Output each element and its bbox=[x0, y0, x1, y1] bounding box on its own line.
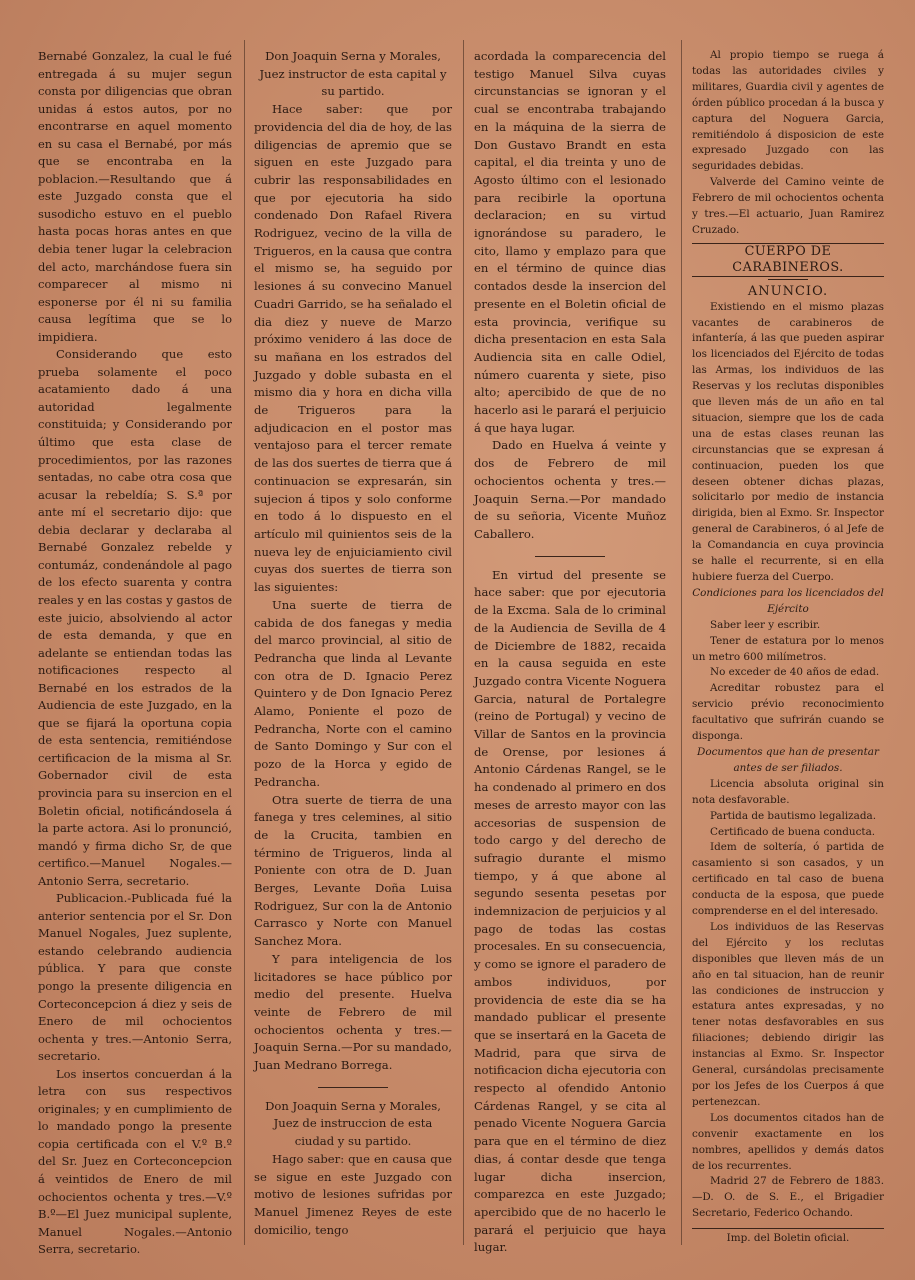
paragraph: acordada la comparecencia del testigo Manuel Silva cuyas circunstancias se ignoran y el cual se encontraba trabajando en la máquina de la sierra de Don Gustavo Brandt en esta capital, el dia treinta y uno de Agosto último con el lesionado para recibirle la oportuna declaracion; en su virtud ignorándose su paradero, le cito, llamo y emplazo para que en el término de quince dias contados desde la insercion del presente en el Boletin oficial de esta provincia, verifique su dicha presentacion en esta Sala Audiencia sita en calle Odiel, número cuarenta y siete, piso alto; apercibido de que de no hacerlo asi le parará el perjuicio á que haya lugar. bbox=[474, 49, 666, 435]
paragraph: Bernabé Gonzalez, la cual le fué entregada á su mujer segun consta por diligencias que obran unidas á estos autos, por no encontrarse en aquel momento en su casa el Bernabé, por más que se encontraba en la poblacion.—Resultando que á este Juzgado consta que el susodicho estuvo en el pueblo hasta pocas horas antes en que debia tener lugar la celebracion del acto, marchándose fuera sin comparecer al mismo ni esponerse por él ni su familia causa legítima que se lo impidiera. bbox=[38, 49, 232, 344]
paragraph: Madrid 27 de Febrero de 1883.—D. O. de S. E., el Brigadier Secretario, Federico Ochando. bbox=[692, 1175, 884, 1220]
paragraph: Y para inteligencia de los licitadores se hace público por medio del presente. Huelva veinte de Febrero de mil ochocientos ochenta y tres.—Joaquin Serna.—Por su mandado, Juan Medrano Borrega. bbox=[254, 951, 452, 1073]
column-rule bbox=[244, 40, 245, 1245]
separator bbox=[768, 279, 808, 280]
list-item: Tener de estatura por lo menos un metro 600 milímetros. bbox=[692, 634, 884, 663]
paragraph: Una suerte de tierra de cabida de dos fanegas y media del marco provincial, al sitio de Pedrancha que linda al Levante con otra de D. Ignacio Perez Quintero y de Don Ignacio Perez Alamo, Poniente el pozo de Pedrancha, Norte con el camino de Santo Domingo y Sur con el pozo de la Horca y egido de Pedrancha. bbox=[254, 597, 452, 789]
notice-heading: Don Joaquin Serna y Morales, Juez instructor de esta capital y su partido. bbox=[259, 49, 447, 99]
paragraph: Los insertos concuerdan á la letra con sus respectivos originales; y en cumplimiento de lo mandado pongo la presente copia certificada con el V.º B.º del Sr. Juez en Corteconcepcion á veintidos de Enero de mil ochocientos ochenta y tres.—V.º B.º—El Juez municipal suplente, Manuel Nogales.—Antonio Serra, secretario. bbox=[38, 1066, 232, 1257]
column-4 bbox=[692, 48, 884, 1247]
list-item: No exceder de 40 años de edad. bbox=[710, 666, 880, 679]
paragraph: Dado en Huelva á veinte y dos de Febrero de mil ochocientos ochenta y tres.—Joaquin Serna.—Por mandado de su señoria, Vicente Muñoz Caballero. bbox=[474, 438, 666, 541]
paragraph: Hace saber: que por providencia del dia de hoy, de las diligencias de apremio que se siguen en este Juzgado para cubrir las responsabilidades en que por ejecutoria ha sido condenado Don Rafael Rivera Rodriguez, vecino de la villa de Trigueros, en la causa que contra el mismo se, ha seguido por lesiones á su convecino Manuel Cuadri Garrido, se ha señalado el dia diez y nueve de Marzo próximo venidero á las doce de su mañana en los estrados del Juzgado y doble subasta en el mismo dia y hora en dicha villa de Trigueros para la adjudicacion en el postor mas ventajoso para el tercer remate de las dos suertes de tierra que á continuacion se expresarán, sin sujecion á tipos y solo conforme en todo á lo dispuesto en el artículo mil quinientos seis de la nueva ley de enjuiciamiento civil cuyas dos suertes de tierra son las siguientes: bbox=[254, 102, 452, 595]
paragraph: Considerando que esto prueba solamente el poco acatamiento dado á una autoridad legalmente constituida; y Considerando por último que esta clase de procedimientos, por las razones sentadas, no cabe otra cosa que acusar la rebeldía; S. S.ª por ante mí el secretario dijo: que debia declarar y declaraba al Bernabé Gonzalez rebelde y contumáz, condenándole al pago de los efecto suarenta y contra reales y en las costas y gastos de este juicio, absolviendo al actor de esta demanda, y que en adelante se entiendan todas las notificaciones respecto al Bernabé en los estrados de la Audiencia de este Juzgado, en la que se fijará la oportuna copia de esta sentencia, remitiéndose certificacion de la misma al Sr. Gobernador civil de esta provincia para su insercion en el Boletin oficial, notificándosela á la parte actora. Asi lo pronunció, mandó y firma dicho Sr, de que certifico.—Manuel Nogales.—Antonio Serra, secretario. bbox=[38, 347, 232, 888]
paragraph: Otra suerte de tierra de una fanega y tres celemines, al sitio de la Crucita, tambien en término de Trigueros, linda al Poniente con otra de D. Juan Berges, Levante Doña Luisa Rodriguez, Sur con la de Antonio Carrasco y Norte con Manuel Sanchez Mora. bbox=[254, 792, 452, 949]
column-2 bbox=[254, 48, 452, 1239]
column-1 bbox=[38, 48, 232, 1259]
separator bbox=[318, 1087, 388, 1088]
paragraph: Valverde del Camino veinte de Febrero de mil ochocientos ochenta y tres.—El actuario, Juan Ramirez Cruzado. bbox=[692, 176, 884, 236]
printer-footer: Imp. del Boletin oficial. bbox=[692, 1228, 884, 1247]
notice-heading: Don Joaquin Serna y Morales, Juez de instruccion de esta ciudad y su partido. bbox=[265, 1098, 441, 1149]
list-item: Acreditar robustez para el servicio prévio reconocimiento facultativo que sufrirán cuando se disponga. bbox=[692, 682, 884, 743]
list-item: Partida de bautismo legalizada. bbox=[710, 809, 877, 822]
announcement-title: ANUNCIO. bbox=[747, 283, 829, 299]
list-item: Certificado de buena conducta. bbox=[710, 825, 876, 838]
separator bbox=[535, 556, 605, 557]
section-heading: CUERPO DE CARABINEROS. bbox=[692, 243, 884, 277]
subheading: Documentos que han de presentar antes de ser filiados. bbox=[697, 745, 879, 774]
column-3 bbox=[474, 48, 666, 1257]
paragraph: Al propio tiempo se ruega á todas las autoridades civiles y militares, Guardia civil y agentes de órden público procedan á la busca y captura del Noguera Garcia, remitiéndolo á disposicion de este expresado Juzgado con las seguridades debidas. bbox=[692, 49, 884, 173]
subheading: Condiciones para los licenciados del Ejército bbox=[692, 586, 884, 615]
column-rule bbox=[681, 40, 682, 1245]
list-item: Licencia absoluta original sin nota desfavorable. bbox=[692, 777, 884, 806]
list-item: Idem de soltería, ó partida de casamiento si son casados, y un certificado en tal caso de buena conducta de la esposa, que puede comprenderse en el del interesado. bbox=[692, 841, 884, 918]
column-rule bbox=[463, 40, 464, 1245]
list-item: Saber leer y escribir. bbox=[710, 618, 821, 631]
paragraph: Publicacion.-Publicada fué la anterior sentencia por el Sr. Don Manuel Nogales, Juez suplente, estando celebrando audiencia pública. Y para que conste pongo la presente diligencia en Corteconcepcion á diez y seis de Enero de mil ochocientos ochenta y tres.—Antonio Serra, secretario. bbox=[38, 891, 232, 1064]
paragraph: Los individuos de las Reservas del Ejército y los reclutas disponibles que lleven más de un año en tal situacion, han de reunir las condiciones de instruccion y estatura antes expresadas, y no tener notas desfavorables en sus filiaciones; debiendo dirigir las instancias al Exmo. Sr. Inspector General, cursándolas precisamente por los Jefes de los Cuerpos á que pertenezcan. bbox=[692, 920, 884, 1108]
paragraph: En virtud del presente se hace saber: que por ejecutoria de la Excma. Sala de lo criminal de la Audiencia de Sevilla de 4 de Diciembre de 1882, recaida en la causa seguida en este Juzgado contra Vicente Noguera Garcia, natural de Portalegre (reino de Portugal) y vecino de Villar de Santos en la provincia de Orense, por lesiones á Antonio Cárdenas Rangel, se le ha condenado al primero en dos meses de arresto mayor con las accesorias de suspension de todo cargo y del derecho de sufragio durante el mismo tiempo, y á que abone al segundo sesenta pesetas por indemnizacion de perjuicios y al pago de todas las costas procesales. En su consecuencia, y como se ignore el paradero de ambos individuos, por providencia de este dia se ha mandado publicar el presente que se insertará en la Gaceta de Madrid, para que sirva de notificacion dicha ejecutoria con respecto al ofendido Antonio Cárdenas Rangel, y se cita al penado Vicente Noguera Garcia para que en el término de diez dias, á contar desde que tenga lugar dicha insercion, comparezca en este Juzgado; apercibido que de no hacerlo le parará el perjuicio que haya lugar. bbox=[474, 567, 666, 1255]
paragraph: Existiendo en el mismo plazas vacantes de carabineros de infantería, á las que pueden aspirar los licenciados del Ejército de todas las Armas, los individuos de las Reservas y los reclutas disponibles que lleven más de un año en tal situacion, siempre que los de cada una de estas clases reunan las circunstancias que se expresan á continuacion, pueden los que deseen obtener dichas plazas, solicitarlo por medio de instancia dirigida, bien al Exmo. Sr. Inspector general de Carabineros, ó al Jefe de la Comandancia en cuya provincia se halle el recurrente, si en ella hubiere fuerza del Cuerpo. bbox=[692, 300, 884, 583]
paragraph: Hago saber: que en causa que se sigue en este Juzgado con motivo de lesiones sufridas por Manuel Jimenez Reyes de este domicilio, tengo bbox=[254, 1151, 452, 1237]
paragraph: Los documentos citados han de convenir exactamente en los nombres, apellidos y demás datos de los recurrentes. bbox=[692, 1111, 884, 1172]
